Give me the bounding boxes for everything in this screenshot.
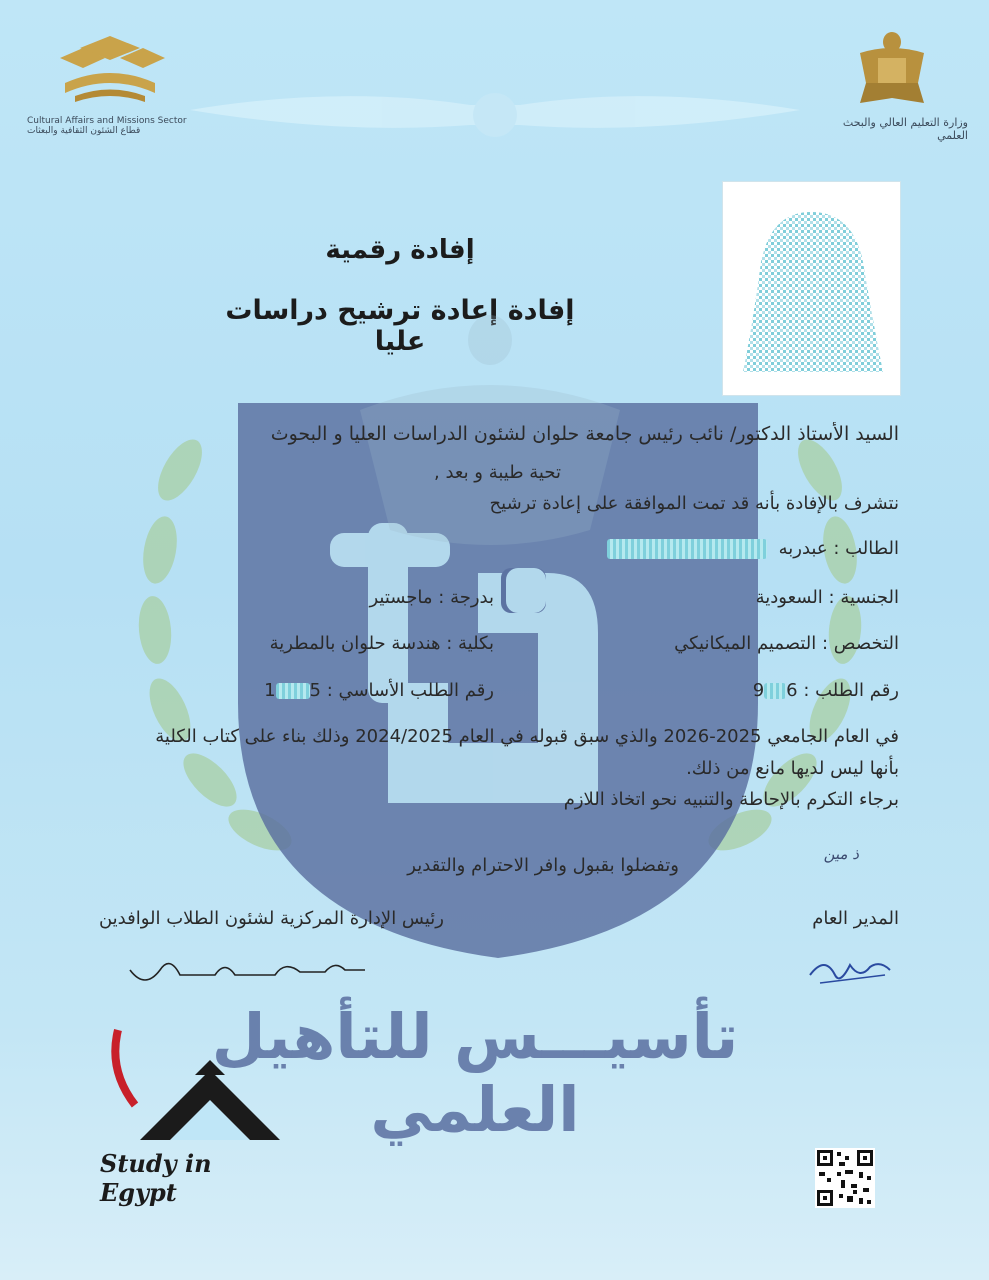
general-manager-signature <box>800 945 900 995</box>
ministry-name: وزارة التعليم العالي والبحث العلمي <box>842 116 968 142</box>
graduation-caps-icon <box>25 28 195 108</box>
document-title: إفادة رقمية <box>325 235 475 265</box>
redacted-name <box>607 539 767 559</box>
specialization-field: التخصص : التصميم الميكانيكي <box>674 633 899 654</box>
no-objection-line: بأنها ليس لديها مانع من ذلك. <box>686 758 899 779</box>
taseees-watermark-text: تأسيـــس للتأهيل العلمي <box>211 1000 739 1146</box>
student-photo <box>722 181 901 396</box>
cultural-affairs-logo <box>25 28 195 138</box>
qr-code <box>815 1148 875 1208</box>
sector-name-ar: قطاع الشئون الثقافية والبعثات <box>27 126 141 136</box>
study-in-egypt-text: Study in Egypt <box>100 1149 212 1207</box>
request-number-end: 9 <box>752 680 765 701</box>
intro-line: نتشرف بالإفادة بأنه قد تمت الموافقة على إعادة ترشيح <box>489 493 899 514</box>
year-line: في العام الجامعي 2025-2026 والذي سبق قبوله في العام 2024/2025 وذلك بناء على كتاب الكلية <box>155 726 899 747</box>
base-request-end: 1 <box>264 680 276 701</box>
student-name-label: الطالب : عبدربه <box>778 538 899 559</box>
nationality-field: الجنسية : السعودية <box>755 587 899 608</box>
redacted-digits <box>276 683 310 699</box>
central-head-title: رئيس الإدارة المركزية لشئون الطلاب الوافدين <box>98 908 444 929</box>
sector-name-en: Cultural Affairs and Missions Sector <box>27 116 187 126</box>
eagle-emblem-icon <box>810 28 970 113</box>
pyramid-icon <box>100 1020 290 1145</box>
faculty-field: بكلية : هندسة حلوان بالمطرية <box>269 633 494 654</box>
document-subtitle: إفادة إعادة ترشيح دراسات عليا <box>225 295 575 357</box>
degree-field: بدرجة : ماجستير <box>369 587 494 608</box>
request-number-field <box>753 680 899 701</box>
base-request-field <box>264 680 494 701</box>
request-number-label: رقم الطلب : 6 <box>786 680 899 701</box>
greeting-line: تحية طيبة و بعد , <box>434 462 561 483</box>
base-request-label: رقم الطلب الأساسي : 5 <box>309 680 494 701</box>
photo-blurred-portrait <box>723 182 900 395</box>
request-action-line: برجاء التكرم بالإحاطة والتنبيه نحو اتخاذ اللازم <box>563 789 899 810</box>
initials-signature: ذ مين <box>823 845 859 863</box>
winged-sun-watermark <box>190 80 800 150</box>
redacted-digits <box>764 683 786 699</box>
ministry-emblem <box>810 28 970 143</box>
central-head-signature <box>125 950 375 995</box>
study-in-egypt-logo <box>100 1020 290 1207</box>
closing-line: وتفضلوا بقبول وافر الاحترام والتقدير <box>407 855 679 876</box>
general-manager-title: المدير العام <box>812 908 899 929</box>
student-name-field <box>607 538 899 559</box>
addressee-line: السيد الأستاذ الدكتور/ نائب رئيس جامعة حلوان لشئون الدراسات العليا و البحوث <box>270 423 899 445</box>
